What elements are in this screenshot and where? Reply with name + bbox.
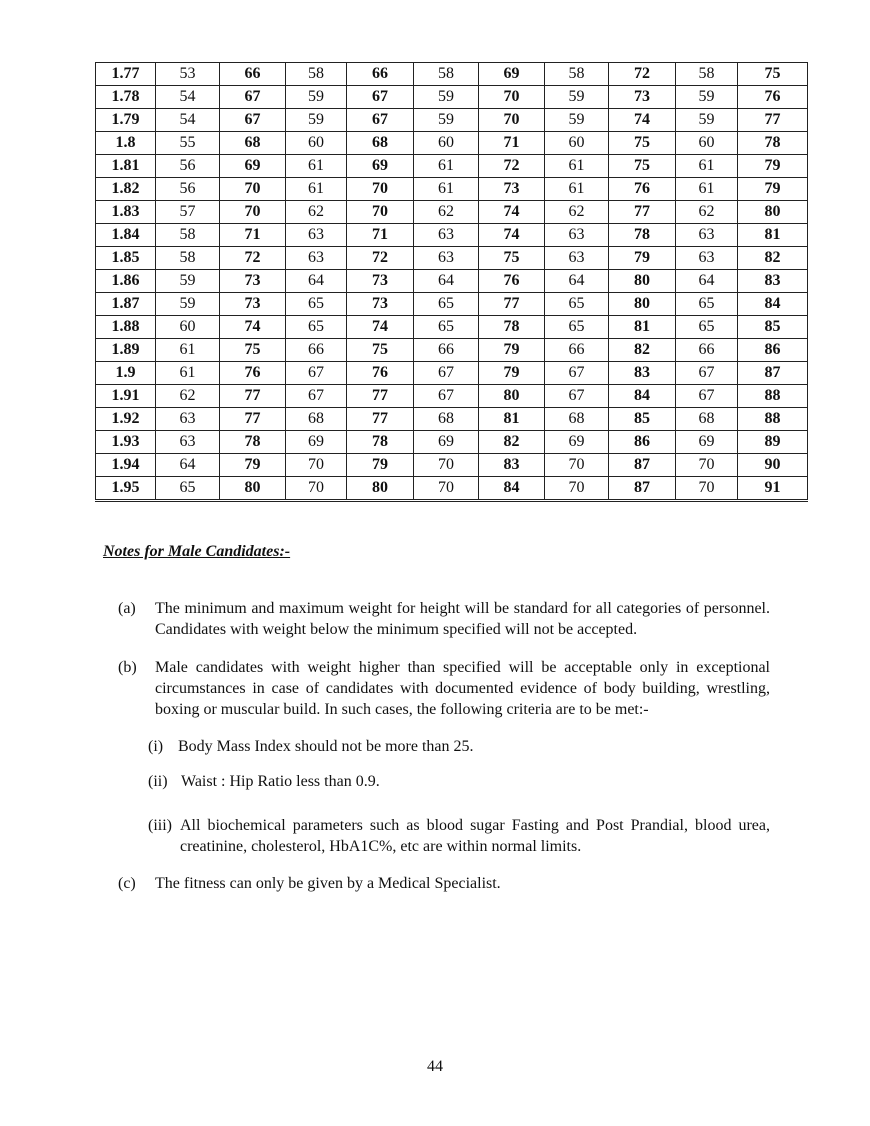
- weight-cell: 78: [738, 132, 808, 155]
- subnote-text: Body Mass Index should not be more than 25.: [178, 738, 474, 755]
- weight-cell: 68: [676, 408, 738, 431]
- weight-cell: 64: [156, 454, 220, 477]
- height-weight-table: [95, 62, 808, 502]
- weight-cell: 67: [676, 385, 738, 408]
- table-row: [96, 339, 808, 362]
- weight-cell: 67: [220, 86, 286, 109]
- weight-cell: 81: [609, 316, 676, 339]
- table-row: [96, 247, 808, 270]
- weight-cell: 70: [286, 454, 347, 477]
- weight-cell: 73: [347, 270, 414, 293]
- note-marker: (c): [118, 875, 136, 892]
- page-number: 44: [427, 1058, 443, 1075]
- weight-cell: 67: [286, 362, 347, 385]
- weight-cell: 63: [545, 224, 609, 247]
- weight-cell: 90: [738, 454, 808, 477]
- subnote-marker: (iii): [148, 817, 172, 834]
- weight-cell: 78: [220, 431, 286, 454]
- weight-cell: 63: [676, 247, 738, 270]
- weight-cell: 77: [220, 408, 286, 431]
- table-body: [96, 63, 808, 501]
- weight-cell: 70: [220, 201, 286, 224]
- weight-cell: 69: [220, 155, 286, 178]
- table-row: [96, 155, 808, 178]
- table-row: [96, 454, 808, 477]
- weight-cell: 58: [156, 247, 220, 270]
- weight-cell: 59: [156, 270, 220, 293]
- weight-cell: 61: [286, 178, 347, 201]
- weight-cell: 60: [676, 132, 738, 155]
- table-row: [96, 431, 808, 454]
- weight-cell: 79: [220, 454, 286, 477]
- weight-cell: 77: [609, 201, 676, 224]
- weight-cell: 81: [479, 408, 545, 431]
- weight-cell: 59: [414, 86, 479, 109]
- weight-cell: 70: [347, 201, 414, 224]
- height-cell: 1.87: [96, 293, 156, 316]
- note-text: The minimum and maximum weight for height will be standard for all categories of personnel. Candidates with weight below the minimum specified will not be accepted.: [155, 600, 770, 638]
- subnote-text: All biochemical parameters such as blood sugar Fasting and Post Prandial, blood urea, creatinine, cholesterol, HbA1C%, etc are within normal limits.: [180, 817, 770, 855]
- weight-cell: 61: [676, 178, 738, 201]
- weight-cell: 82: [609, 339, 676, 362]
- height-cell: 1.79: [96, 109, 156, 132]
- table-row: [96, 385, 808, 408]
- weight-cell: 74: [347, 316, 414, 339]
- weight-cell: 91: [738, 477, 808, 501]
- weight-cell: 73: [479, 178, 545, 201]
- weight-cell: 68: [220, 132, 286, 155]
- weight-cell: 71: [347, 224, 414, 247]
- weight-cell: 77: [479, 293, 545, 316]
- weight-cell: 61: [286, 155, 347, 178]
- weight-cell: 67: [220, 109, 286, 132]
- weight-cell: 76: [479, 270, 545, 293]
- weight-cell: 80: [609, 270, 676, 293]
- note-text: Male candidates with weight higher than specified will be acceptable only in exceptional circumstances in case of candidates with documented evidence of body building, wrestling, boxing or muscular build. In such cases, the following criteria are to be met:-: [155, 659, 770, 718]
- height-cell: 1.88: [96, 316, 156, 339]
- height-cell: 1.92: [96, 408, 156, 431]
- weight-cell: 58: [286, 63, 347, 86]
- weight-cell: 58: [156, 224, 220, 247]
- weight-cell: 65: [545, 293, 609, 316]
- weight-cell: 70: [479, 109, 545, 132]
- notes-heading: Notes for Male Candidates:-: [103, 543, 291, 560]
- weight-cell: 77: [220, 385, 286, 408]
- weight-cell: 71: [220, 224, 286, 247]
- weight-cell: 73: [220, 270, 286, 293]
- height-cell: 1.94: [96, 454, 156, 477]
- weight-cell: 69: [347, 155, 414, 178]
- table-row: [96, 86, 808, 109]
- height-cell: 1.93: [96, 431, 156, 454]
- weight-cell: 75: [738, 63, 808, 86]
- weight-cell: 75: [479, 247, 545, 270]
- weight-cell: 64: [676, 270, 738, 293]
- weight-cell: 65: [286, 293, 347, 316]
- weight-cell: 61: [676, 155, 738, 178]
- weight-cell: 63: [156, 408, 220, 431]
- weight-cell: 60: [545, 132, 609, 155]
- weight-cell: 64: [545, 270, 609, 293]
- weight-cell: 75: [220, 339, 286, 362]
- weight-cell: 61: [545, 178, 609, 201]
- weight-cell: 71: [479, 132, 545, 155]
- weight-cell: 58: [414, 63, 479, 86]
- weight-cell: 66: [220, 63, 286, 86]
- weight-cell: 62: [286, 201, 347, 224]
- table-row: [96, 477, 808, 501]
- weight-cell: 74: [609, 109, 676, 132]
- weight-cell: 70: [545, 454, 609, 477]
- weight-cell: 60: [414, 132, 479, 155]
- weight-cell: 68: [347, 132, 414, 155]
- weight-cell: 77: [738, 109, 808, 132]
- weight-cell: 72: [347, 247, 414, 270]
- weight-cell: 81: [738, 224, 808, 247]
- height-cell: 1.77: [96, 63, 156, 86]
- weight-cell: 87: [609, 477, 676, 501]
- table-row: [96, 178, 808, 201]
- weight-cell: 63: [156, 431, 220, 454]
- weight-cell: 67: [347, 109, 414, 132]
- weight-cell: 65: [286, 316, 347, 339]
- weight-cell: 82: [479, 431, 545, 454]
- weight-cell: 65: [414, 316, 479, 339]
- weight-cell: 62: [156, 385, 220, 408]
- weight-cell: 53: [156, 63, 220, 86]
- weight-cell: 67: [414, 385, 479, 408]
- weight-cell: 65: [676, 316, 738, 339]
- height-cell: 1.8: [96, 132, 156, 155]
- weight-cell: 59: [676, 109, 738, 132]
- weight-cell: 64: [286, 270, 347, 293]
- weight-cell: 54: [156, 86, 220, 109]
- weight-cell: 73: [609, 86, 676, 109]
- weight-cell: 73: [347, 293, 414, 316]
- weight-cell: 59: [286, 86, 347, 109]
- weight-cell: 61: [545, 155, 609, 178]
- weight-cell: 78: [609, 224, 676, 247]
- note-a: [118, 598, 770, 640]
- weight-cell: 79: [479, 362, 545, 385]
- weight-cell: 76: [347, 362, 414, 385]
- weight-cell: 73: [220, 293, 286, 316]
- table-row: [96, 293, 808, 316]
- note-b-item-ii: [148, 771, 770, 792]
- weight-cell: 68: [545, 408, 609, 431]
- weight-cell: 83: [479, 454, 545, 477]
- weight-cell: 60: [286, 132, 347, 155]
- weight-cell: 72: [220, 247, 286, 270]
- weight-cell: 66: [676, 339, 738, 362]
- weight-cell: 72: [479, 155, 545, 178]
- weight-cell: 70: [220, 178, 286, 201]
- weight-cell: 70: [414, 454, 479, 477]
- weight-cell: 84: [738, 293, 808, 316]
- weight-cell: 59: [676, 86, 738, 109]
- weight-cell: 79: [479, 339, 545, 362]
- weight-cell: 65: [545, 316, 609, 339]
- table-row: [96, 132, 808, 155]
- weight-cell: 67: [286, 385, 347, 408]
- weight-cell: 56: [156, 155, 220, 178]
- weight-cell: 78: [479, 316, 545, 339]
- weight-cell: 63: [545, 247, 609, 270]
- height-cell: 1.91: [96, 385, 156, 408]
- weight-cell: 70: [347, 178, 414, 201]
- weight-cell: 58: [545, 63, 609, 86]
- weight-cell: 82: [738, 247, 808, 270]
- weight-cell: 70: [545, 477, 609, 501]
- weight-cell: 86: [738, 339, 808, 362]
- weight-cell: 67: [414, 362, 479, 385]
- weight-cell: 76: [220, 362, 286, 385]
- weight-cell: 69: [545, 431, 609, 454]
- weight-cell: 60: [156, 316, 220, 339]
- weight-cell: 63: [414, 247, 479, 270]
- weight-cell: 79: [347, 454, 414, 477]
- weight-cell: 61: [156, 362, 220, 385]
- weight-cell: 66: [414, 339, 479, 362]
- height-cell: 1.83: [96, 201, 156, 224]
- weight-cell: 69: [414, 431, 479, 454]
- weight-cell: 66: [545, 339, 609, 362]
- height-cell: 1.89: [96, 339, 156, 362]
- weight-cell: 66: [286, 339, 347, 362]
- weight-cell: 70: [414, 477, 479, 501]
- height-cell: 1.86: [96, 270, 156, 293]
- weight-cell: 72: [609, 63, 676, 86]
- weight-cell: 77: [347, 408, 414, 431]
- weight-cell: 84: [609, 385, 676, 408]
- weight-cell: 76: [738, 86, 808, 109]
- weight-cell: 74: [479, 201, 545, 224]
- weight-cell: 62: [676, 201, 738, 224]
- height-cell: 1.84: [96, 224, 156, 247]
- table-row: [96, 224, 808, 247]
- weight-cell: 65: [156, 477, 220, 501]
- weight-cell: 65: [676, 293, 738, 316]
- weight-cell: 70: [676, 454, 738, 477]
- weight-cell: 59: [545, 86, 609, 109]
- subnote-text: Waist : Hip Ratio less than 0.9.: [181, 773, 380, 790]
- weight-cell: 80: [609, 293, 676, 316]
- weight-cell: 56: [156, 178, 220, 201]
- subnote-marker: (ii): [148, 773, 168, 790]
- height-cell: 1.9: [96, 362, 156, 385]
- weight-cell: 59: [286, 109, 347, 132]
- weight-cell: 68: [286, 408, 347, 431]
- weight-cell: 61: [414, 178, 479, 201]
- weight-cell: 59: [156, 293, 220, 316]
- weight-cell: 88: [738, 408, 808, 431]
- weight-cell: 74: [479, 224, 545, 247]
- note-b-item-iii: [148, 815, 770, 857]
- table-row: [96, 362, 808, 385]
- note-marker: (b): [118, 659, 137, 676]
- weight-cell: 59: [414, 109, 479, 132]
- weight-cell: 88: [738, 385, 808, 408]
- weight-cell: 63: [414, 224, 479, 247]
- weight-cell: 76: [609, 178, 676, 201]
- weight-cell: 63: [286, 224, 347, 247]
- weight-cell: 79: [738, 155, 808, 178]
- weight-cell: 61: [156, 339, 220, 362]
- weight-cell: 66: [347, 63, 414, 86]
- weight-cell: 77: [347, 385, 414, 408]
- height-cell: 1.85: [96, 247, 156, 270]
- weight-cell: 83: [609, 362, 676, 385]
- height-cell: 1.78: [96, 86, 156, 109]
- weight-cell: 78: [347, 431, 414, 454]
- weight-cell: 67: [347, 86, 414, 109]
- weight-cell: 75: [609, 155, 676, 178]
- weight-cell: 57: [156, 201, 220, 224]
- weight-cell: 75: [609, 132, 676, 155]
- weight-cell: 80: [347, 477, 414, 501]
- weight-cell: 69: [676, 431, 738, 454]
- weight-cell: 67: [545, 385, 609, 408]
- table-row: [96, 408, 808, 431]
- weight-cell: 70: [676, 477, 738, 501]
- weight-cell: 61: [414, 155, 479, 178]
- weight-cell: 67: [676, 362, 738, 385]
- weight-cell: 86: [609, 431, 676, 454]
- weight-cell: 58: [676, 63, 738, 86]
- weight-cell: 79: [609, 247, 676, 270]
- weight-cell: 55: [156, 132, 220, 155]
- weight-cell: 74: [220, 316, 286, 339]
- weight-cell: 67: [545, 362, 609, 385]
- height-cell: 1.95: [96, 477, 156, 501]
- weight-cell: 85: [609, 408, 676, 431]
- weight-cell: 63: [286, 247, 347, 270]
- weight-cell: 80: [738, 201, 808, 224]
- weight-cell: 87: [609, 454, 676, 477]
- weight-cell: 54: [156, 109, 220, 132]
- weight-cell: 83: [738, 270, 808, 293]
- table-row: [96, 63, 808, 86]
- weight-cell: 65: [414, 293, 479, 316]
- weight-cell: 64: [414, 270, 479, 293]
- subnote-marker: (i): [148, 738, 164, 755]
- weight-cell: 63: [676, 224, 738, 247]
- weight-cell: 59: [545, 109, 609, 132]
- weight-cell: 69: [286, 431, 347, 454]
- table-row: [96, 316, 808, 339]
- note-c: [118, 873, 770, 894]
- weight-cell: 85: [738, 316, 808, 339]
- weight-cell: 70: [286, 477, 347, 501]
- height-cell: 1.82: [96, 178, 156, 201]
- weight-cell: 62: [414, 201, 479, 224]
- weight-cell: 62: [545, 201, 609, 224]
- note-text: The fitness can only be given by a Medical Specialist.: [155, 875, 501, 892]
- weight-cell: 75: [347, 339, 414, 362]
- weight-cell: 87: [738, 362, 808, 385]
- table-row: [96, 109, 808, 132]
- weight-cell: 79: [738, 178, 808, 201]
- weight-cell: 89: [738, 431, 808, 454]
- table-row: [96, 201, 808, 224]
- weight-cell: 69: [479, 63, 545, 86]
- note-marker: (a): [118, 600, 136, 617]
- note-b: [118, 657, 770, 720]
- table-row: [96, 270, 808, 293]
- weight-cell: 80: [479, 385, 545, 408]
- note-b-item-i: [148, 736, 770, 757]
- weight-cell: 80: [220, 477, 286, 501]
- weight-cell: 84: [479, 477, 545, 501]
- height-cell: 1.81: [96, 155, 156, 178]
- weight-cell: 70: [479, 86, 545, 109]
- weight-cell: 68: [414, 408, 479, 431]
